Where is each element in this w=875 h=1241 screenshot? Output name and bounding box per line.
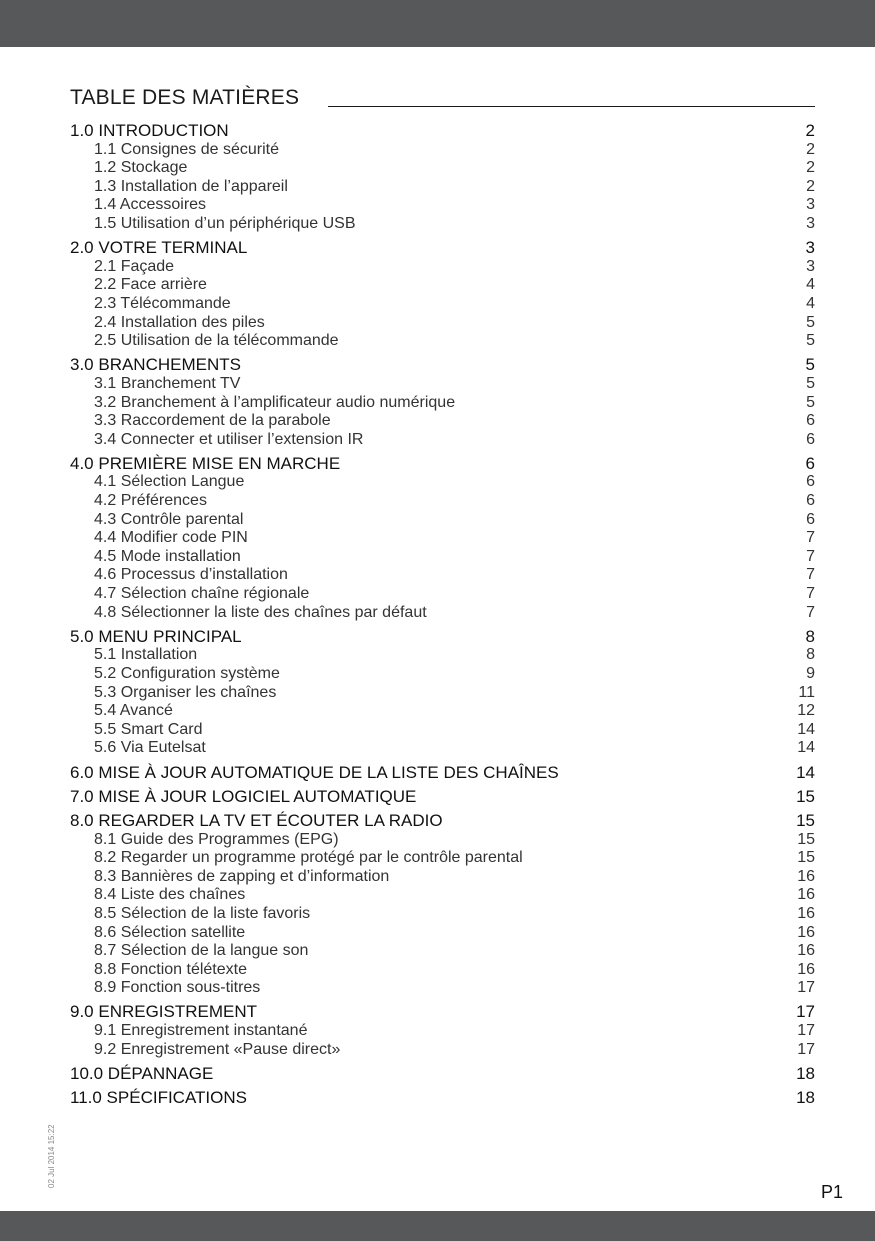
page-number: P1 xyxy=(820,1182,843,1202)
toc-section-label: 8.0 REGARDER LA TV ET ÉCOUTER LA RADIO xyxy=(70,810,443,830)
toc-entry-page: 9 xyxy=(806,665,815,682)
toc-entry-label: 5.4 Avancé xyxy=(94,702,173,720)
toc-entry-label: 9.2 Enregistrement «Pause direct» xyxy=(94,1040,341,1058)
toc-entry-label: 4.8 Sélectionner la liste des chaînes par défaut xyxy=(94,603,427,621)
toc-section-heading[interactable] xyxy=(70,788,815,807)
toc-entry-label: 2.2 Face arrière xyxy=(94,276,207,294)
toc-section xyxy=(70,1089,815,1108)
toc-entry-page: 5 xyxy=(806,374,815,392)
toc-entry[interactable] xyxy=(70,276,815,295)
toc-entry[interactable] xyxy=(70,431,815,450)
toc-entry-label: 5.5 Smart Card xyxy=(94,720,203,738)
toc-entry-label: 3.3 Raccordement de la parabole xyxy=(94,412,331,430)
toc-section xyxy=(70,455,815,622)
toc-section xyxy=(70,239,815,351)
toc-entry-page: 2 xyxy=(806,177,815,195)
toc-section xyxy=(70,628,815,758)
toc-entry-label: 8.6 Sélection satellite xyxy=(94,923,246,941)
toc-entry-page: 3 xyxy=(806,214,815,232)
toc-entry[interactable] xyxy=(70,665,815,684)
toc-entry-label: 5.2 Configuration système xyxy=(94,665,280,682)
toc-section-label: 5.0 MENU PRINCIPAL xyxy=(70,626,242,646)
toc-entry-page: 17 xyxy=(797,1040,815,1058)
toc-section-page: 17 xyxy=(796,1002,815,1022)
toc-entry-page: 6 xyxy=(806,412,815,430)
toc-entry-label: 4.3 Contrôle parental xyxy=(94,510,244,528)
toc-entry-label: 1.2 Stockage xyxy=(94,159,188,177)
toc-entry[interactable] xyxy=(70,702,815,721)
toc-entry[interactable] xyxy=(70,585,815,604)
toc-entry[interactable] xyxy=(70,646,815,665)
toc-entry[interactable] xyxy=(70,868,815,887)
toc-section-label: 10.0 DÉPANNAGE xyxy=(70,1063,214,1083)
toc-entry[interactable] xyxy=(70,178,815,197)
toc-entry-page: 5 xyxy=(806,393,815,411)
toc-section-heading[interactable] xyxy=(70,1089,815,1108)
toc-entry-page: 16 xyxy=(797,904,815,922)
toc-entry[interactable] xyxy=(70,159,815,178)
toc-entry-page: 6 xyxy=(806,473,815,491)
toc-section xyxy=(70,788,815,807)
toc-entry[interactable] xyxy=(70,961,815,980)
toc-entry-page: 4 xyxy=(806,294,815,312)
toc-entry-page: 5 xyxy=(806,332,815,350)
toc-entry-page: 7 xyxy=(806,547,815,565)
toc-entry-label: 4.5 Mode installation xyxy=(94,547,241,565)
toc-section-heading[interactable] xyxy=(70,356,815,375)
toc-entry[interactable] xyxy=(70,511,815,530)
toc-section-page: 18 xyxy=(796,1063,815,1083)
header-bar xyxy=(0,0,875,47)
toc-entry-label: 2.3 Télécommande xyxy=(94,294,231,312)
toc-entry[interactable] xyxy=(70,924,815,943)
toc-entry-page: 17 xyxy=(797,979,815,997)
toc-section-page: 5 xyxy=(805,355,815,375)
toc-section-label: 1.0 INTRODUCTION xyxy=(70,121,229,140)
toc-entry[interactable] xyxy=(70,942,815,961)
toc-entry-label: 9.1 Enregistrement instantané xyxy=(94,1022,308,1040)
toc-section-page: 15 xyxy=(796,810,815,830)
toc-entry[interactable] xyxy=(70,566,815,585)
toc-entry-page: 7 xyxy=(806,603,815,621)
toc-entry-label: 1.1 Consignes de sécurité xyxy=(94,140,279,158)
toc-entry-page: 17 xyxy=(797,1022,815,1040)
toc-entry[interactable] xyxy=(70,394,815,413)
toc-section-page: 14 xyxy=(796,762,815,782)
toc-entry[interactable] xyxy=(70,739,815,758)
toc-entry-page: 16 xyxy=(797,960,815,978)
toc-section-label: 11.0 SPÉCIFICATIONS xyxy=(70,1088,247,1108)
toc-entry[interactable] xyxy=(70,684,815,703)
toc-section-label: 2.0 VOTRE TERMINAL xyxy=(70,238,248,258)
toc-entry-label: 8.4 Liste des chaînes xyxy=(94,886,246,904)
toc-entry-label: 4.6 Processus d’installation xyxy=(94,566,288,584)
toc-entry[interactable] xyxy=(70,332,815,351)
toc-entry[interactable] xyxy=(70,979,815,998)
toc-section-label: 7.0 MISE À JOUR LOGICIEL AUTOMATIQUE xyxy=(70,786,417,806)
toc-entry-page: 2 xyxy=(806,140,815,158)
toc-entry-label: 8.3 Bannières de zapping et d’information xyxy=(94,867,390,885)
toc-entry-label: 8.5 Sélection de la liste favoris xyxy=(94,904,311,922)
toc-section-heading[interactable] xyxy=(70,1065,815,1084)
toc-entry-label: 5.6 Via Eutelsat xyxy=(94,739,206,757)
toc-entry[interactable] xyxy=(70,492,815,511)
toc-section-label: 9.0 ENREGISTREMENT xyxy=(70,1002,258,1022)
toc-entry-label: 4.2 Préférences xyxy=(94,492,207,510)
toc-entry-page: 6 xyxy=(806,492,815,510)
toc-entry-page: 7 xyxy=(806,585,815,603)
toc-entry-page: 8 xyxy=(806,646,815,664)
toc-section-page: 15 xyxy=(796,786,815,806)
toc-section-page: 2 xyxy=(805,121,815,140)
print-date: 02 Jul 2014 15:22 xyxy=(47,1124,56,1188)
toc-entry[interactable] xyxy=(70,721,815,740)
toc-entry[interactable] xyxy=(70,215,815,234)
toc-entry-page: 4 xyxy=(806,276,815,294)
toc-entry-page: 12 xyxy=(797,702,815,720)
toc-entry-page: 15 xyxy=(797,830,815,848)
toc-section xyxy=(70,1065,815,1084)
toc-section xyxy=(70,122,815,234)
toc-entry-page: 15 xyxy=(797,849,815,867)
toc-entry-page: 16 xyxy=(797,923,815,941)
toc-entry[interactable] xyxy=(70,196,815,215)
footer-bar xyxy=(0,1211,875,1241)
toc-entry-page: 14 xyxy=(797,720,815,738)
toc-entry-label: 4.7 Sélection chaîne régionale xyxy=(94,585,310,603)
toc-entry[interactable] xyxy=(70,314,815,333)
toc-section xyxy=(70,356,815,449)
toc-entry-label: 1.3 Installation de l’appareil xyxy=(94,177,288,195)
toc-entry-label: 3.2 Branchement à l’amplificateur audio numérique xyxy=(94,393,456,411)
toc-entry-label: 8.7 Sélection de la langue son xyxy=(94,942,309,960)
toc-entry-page: 11 xyxy=(798,683,815,701)
toc-section-label: 4.0 PREMIÈRE MISE EN MARCHE xyxy=(70,453,341,473)
toc-entry-label: 5.3 Organiser les chaînes xyxy=(94,683,277,701)
toc-entry-page: 16 xyxy=(797,942,815,960)
toc-section-heading[interactable] xyxy=(70,812,815,831)
table-of-contents xyxy=(70,122,815,1113)
toc-entry-page: 16 xyxy=(797,867,815,885)
toc-section-page: 18 xyxy=(796,1088,815,1108)
toc-entry[interactable] xyxy=(70,849,815,868)
toc-entry[interactable] xyxy=(70,529,815,548)
toc-section-heading[interactable] xyxy=(70,628,815,647)
toc-entry[interactable] xyxy=(70,295,815,314)
toc-entry-label: 2.1 Façade xyxy=(94,257,175,275)
title-underline xyxy=(328,106,815,107)
toc-entry-label: 5.1 Installation xyxy=(94,646,198,664)
page-title: TABLE DES MATIÈRES xyxy=(70,86,300,109)
toc-entry[interactable] xyxy=(70,141,815,160)
toc-entry-label: 4.4 Modifier code PIN xyxy=(94,529,248,547)
toc-section xyxy=(70,812,815,998)
toc-entry-label: 8.8 Fonction télétexte xyxy=(94,960,247,978)
toc-section xyxy=(70,764,815,783)
toc-section-heading[interactable] xyxy=(70,1003,815,1022)
toc-entry[interactable] xyxy=(70,905,815,924)
toc-entry[interactable] xyxy=(70,375,815,394)
toc-entry-page: 3 xyxy=(806,196,815,214)
toc-entry-label: 1.4 Accessoires xyxy=(94,196,207,214)
toc-section-page: 3 xyxy=(805,238,815,258)
toc-entry-page: 14 xyxy=(797,739,815,757)
toc-entry-label: 8.1 Guide des Programmes (EPG) xyxy=(94,830,339,848)
toc-section-label: 6.0 MISE À JOUR AUTOMATIQUE DE LA LISTE DES CHAÎNES xyxy=(70,762,559,782)
toc-entry-label: 2.5 Utilisation de la télécommande xyxy=(94,332,339,350)
toc-section-heading[interactable] xyxy=(70,239,815,258)
toc-entry[interactable] xyxy=(70,1041,815,1060)
toc-entry[interactable] xyxy=(70,412,815,431)
toc-entry-page: 5 xyxy=(806,313,815,331)
toc-entry-label: 4.1 Sélection Langue xyxy=(94,473,245,491)
toc-section-page: 6 xyxy=(805,453,815,473)
toc-entry[interactable] xyxy=(70,886,815,905)
toc-entry-page: 3 xyxy=(806,257,815,275)
toc-section-label: 3.0 BRANCHEMENTS xyxy=(70,355,241,375)
toc-section-heading[interactable] xyxy=(70,764,815,783)
toc-entry-page: 7 xyxy=(806,529,815,547)
toc-entry-page: 6 xyxy=(806,430,815,448)
toc-entry-label: 1.5 Utilisation d’un périphérique USB xyxy=(94,214,356,232)
toc-entry-label: 8.9 Fonction sous-titres xyxy=(94,979,261,997)
toc-entry-label: 8.2 Regarder un programme protégé par le contrôle parental xyxy=(94,849,523,867)
toc-section-heading[interactable] xyxy=(70,455,815,474)
toc-entry[interactable] xyxy=(70,548,815,567)
toc-entry-label: 3.1 Branchement TV xyxy=(94,374,241,392)
toc-entry[interactable] xyxy=(70,604,815,623)
toc-section xyxy=(70,1003,815,1059)
toc-entry-page: 2 xyxy=(806,159,815,177)
toc-section-page: 8 xyxy=(805,626,815,646)
toc-entry-page: 16 xyxy=(797,886,815,904)
toc-entry-label: 3.4 Connecter et utiliser l’extension IR xyxy=(94,430,364,448)
toc-entry-page: 7 xyxy=(806,566,815,584)
toc-entry[interactable] xyxy=(70,473,815,492)
toc-entry-label: 2.4 Installation des piles xyxy=(94,313,265,331)
toc-entry-page: 6 xyxy=(806,510,815,528)
toc-entry[interactable] xyxy=(70,831,815,850)
toc-entry[interactable] xyxy=(70,1022,815,1041)
toc-entry[interactable] xyxy=(70,258,815,277)
toc-section-heading[interactable] xyxy=(70,122,815,141)
